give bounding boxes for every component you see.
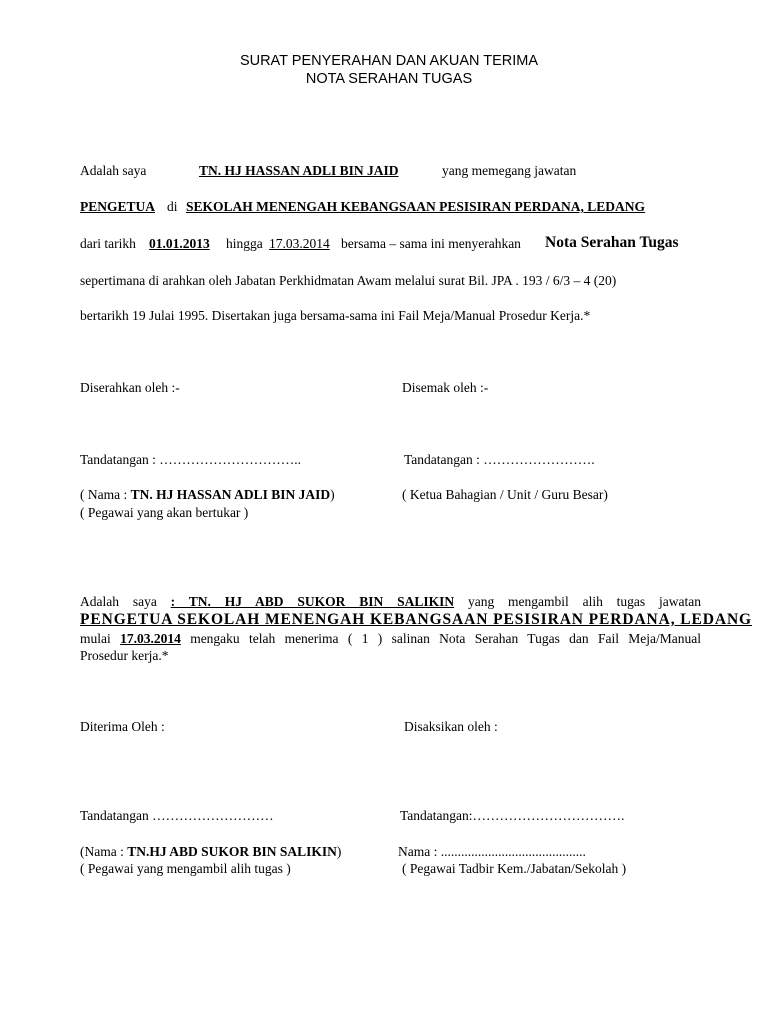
from-text: dari tarikh: [80, 236, 136, 251]
signature-line-left: Tandatangan : …………………………..: [80, 452, 302, 467]
role-left: ( Pegawai yang akan bertukar ): [80, 505, 249, 520]
received-by-label: Diterima Oleh :: [80, 719, 165, 734]
receiving-officer-name: : TN. HJ ABD SUKOR BIN SALIKIN: [170, 594, 455, 609]
intro-text-2: Adalah saya: [80, 594, 157, 609]
document-title: SURAT PENYERAHAN DAN AKUAN TERIMA: [239, 53, 539, 69]
date-from: 01.01.2013: [149, 236, 210, 251]
role-left-2: ( Pegawai yang mengambil alih tugas ): [80, 861, 291, 876]
role-right-2: ( Pegawai Tadbir Kem./Jabatan/Sekolah ): [402, 861, 627, 876]
at-text: di: [167, 199, 178, 214]
received-text: mengaku telah menerima ( 1 ) salinan Nota Serahan Tugas dan Fail Meja/Manual: [190, 631, 702, 646]
signature-line-left-2: Tandatangan ………………………: [80, 808, 274, 823]
signature-line-right: Tandatangan : …………………….: [404, 452, 595, 467]
signature-line-right-2: Tandatangan:…………………………….: [400, 808, 625, 823]
handover-officer-name: TN. HJ HASSAN ADLI BIN JAID: [199, 163, 399, 178]
name-line-right-2: Nama : ...........................................: [398, 844, 586, 859]
attachment-text: bertarikh 19 Julai 1995. Disertakan juga bersama-sama ini Fail Meja/Manual Prosedur Kerja.*: [80, 308, 591, 323]
name-line-left: [80, 487, 335, 503]
intro-text: Adalah saya: [80, 163, 147, 178]
reviewed-by-label: Disemak oleh :-: [402, 380, 489, 395]
part2-line3: [80, 631, 701, 647]
handover-text: bersama – sama ini menyerahkan: [341, 236, 521, 251]
until-text: hingga: [226, 236, 263, 251]
name-line-left-2: [80, 844, 341, 860]
role-right: ( Ketua Bahagian / Unit / Guru Besar): [402, 487, 608, 502]
school-name: SEKOLAH MENENGAH KEBANGSAAN PESISIRAN PERDANA, LEDANG: [186, 199, 646, 214]
nota-serahan-tugas: Nota Serahan Tugas: [545, 234, 679, 251]
holds-post-text: yang memegang jawatan: [442, 163, 577, 178]
name-suffix-2: ): [336, 844, 342, 859]
reference-text: sepertimana di arahkan oleh Jabatan Perkhidmatan Awam melalui surat Bil. JPA . 193 / 6/3 – 4 (20): [80, 273, 617, 288]
part2-last-line: Prosedur kerja.*: [80, 648, 169, 663]
post-school-title: PENGETUA SEKOLAH MENENGAH KEBANGSAAN PESISIRAN PERDANA, LEDANG: [80, 611, 753, 628]
given-by-label: Diserahkan oleh :-: [80, 380, 180, 395]
part2-line1: [80, 594, 701, 610]
date-to: 17.03.2014: [269, 236, 330, 251]
handover-officer-name-sign: TN. HJ HASSAN ADLI BIN JAID: [130, 487, 331, 502]
document-subtitle: NOTA SERAHAN TUGAS: [305, 71, 473, 87]
name-prefix-2: (Nama :: [80, 844, 124, 859]
takes-over-text: yang mengambil alih tugas jawatan: [467, 594, 701, 609]
name-suffix: ): [330, 487, 335, 502]
post-title: PENGETUA: [80, 199, 156, 214]
received-date: 17.03.2014: [120, 631, 181, 646]
since-text: mulai: [80, 631, 111, 646]
receiving-officer-name-sign: TN.HJ ABD SUKOR BIN SALIKIN: [127, 844, 337, 859]
name-prefix: ( Nama :: [80, 487, 128, 502]
witnessed-by-label: Disaksikan oleh :: [404, 719, 498, 734]
